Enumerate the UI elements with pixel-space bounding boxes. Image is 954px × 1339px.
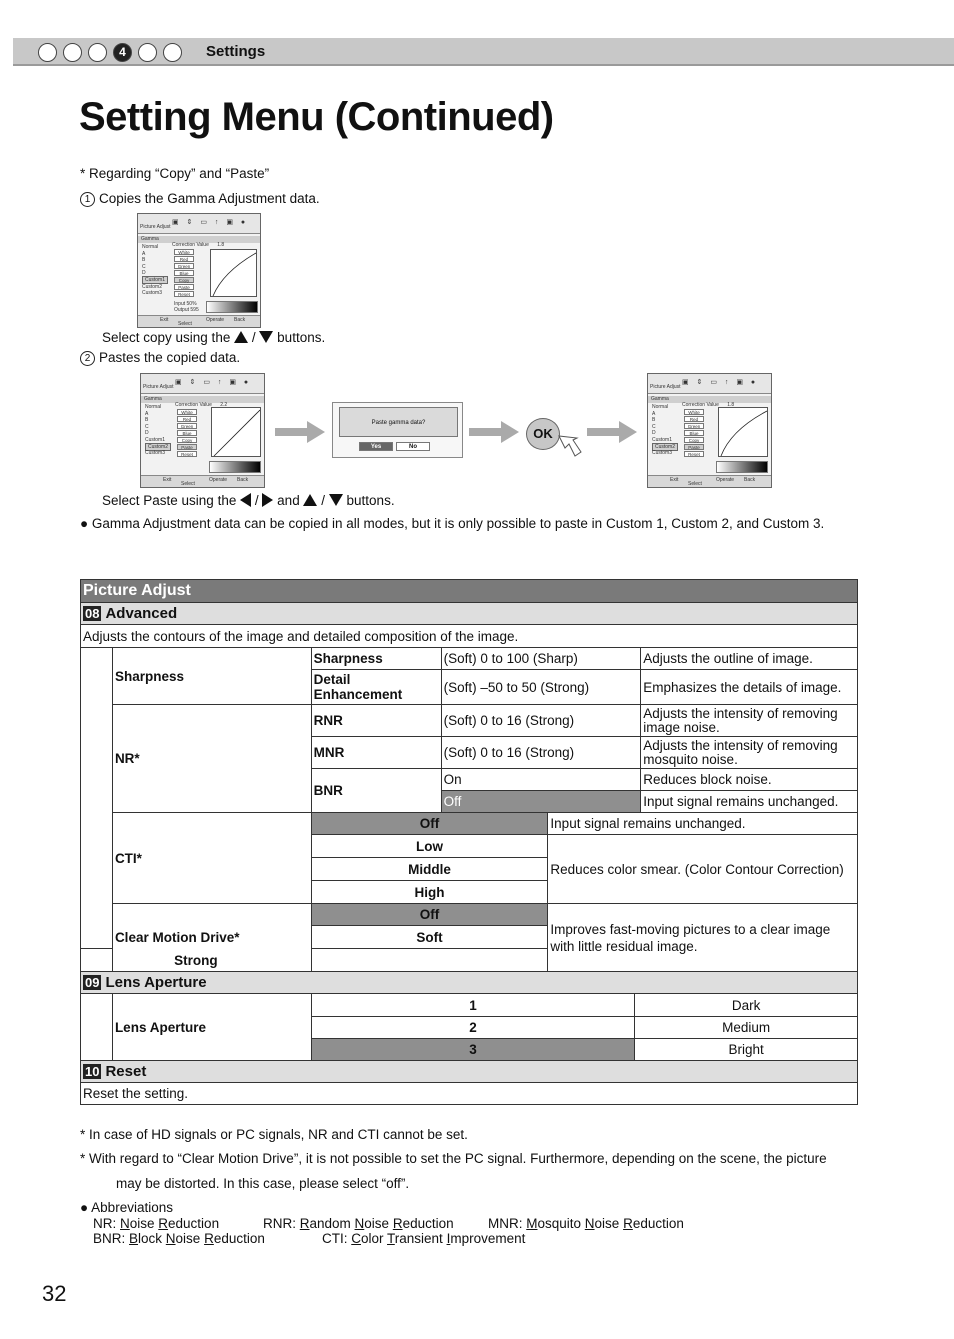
footnote-2a: * With regard to “Clear Motion Drive”, it is not possible to set the PC signal. Furthermore, depending on the scene, the picture (80, 1151, 827, 1166)
item-desc: Input signal remains unchanged. (641, 791, 858, 813)
abbr-nr: NR: Noise Reduction (93, 1216, 220, 1231)
osd-gamma-label: Gamma (138, 236, 260, 243)
section-nav (38, 43, 182, 62)
footnote-2b: may be distorted. In this case, please select “off”. (116, 1176, 410, 1191)
row-label-cti: CTI* (112, 813, 311, 904)
step-number: 2 (80, 351, 95, 366)
down-arrow-icon (329, 494, 343, 506)
option: Strong (81, 949, 312, 972)
section-lens: 09 Lens Aperture (81, 972, 858, 994)
no-button[interactable]: No (396, 442, 430, 451)
hand-pointer-icon (555, 430, 585, 460)
option: 1 (311, 994, 635, 1017)
nav-dot (138, 43, 157, 62)
nav-dot-active: 4 (113, 43, 132, 62)
reset-desc: Reset the setting. (81, 1083, 858, 1105)
item-desc: Adjusts the intensity of removing mosquito noise. (641, 737, 858, 769)
item-desc: Reduces color smear. (Color Contour Correction) (548, 835, 858, 904)
nav-dot (163, 43, 182, 62)
item-desc: Emphasizes the details of image. (641, 670, 858, 705)
step1 (80, 191, 320, 207)
left-arrow-icon (240, 493, 251, 507)
osd-menu-icons: ▣ ⇕ ▭ ↑ ▣ ● (172, 219, 249, 226)
table-title: Picture Adjust (81, 580, 858, 603)
right-arrow-icon (262, 493, 273, 507)
paste-dialog (332, 402, 463, 458)
gamma-note: ● Gamma Adjustment data can be copied in all modes, but it is only possible to paste in Custom 1, Custom 2, and Custom 3. (80, 516, 825, 531)
osd-screen-copy (137, 213, 261, 328)
copy-paste-heading: * Regarding “Copy” and “Paste” (80, 166, 270, 181)
item-desc: Adjusts the outline of image. (641, 648, 858, 670)
item-label: BNR (311, 769, 441, 813)
up-arrow-icon (303, 494, 317, 506)
item-range: (Soft) –50 to 50 (Strong) (441, 670, 641, 705)
option-off-default: Off (311, 813, 548, 835)
item-desc: Reduces block noise. (641, 769, 858, 791)
footnote-1: * In case of HD signals or PC signals, NR and CTI cannot be set. (80, 1127, 468, 1142)
right-arrow-icon (275, 421, 325, 443)
abbr-mnr: MNR: Mosquito Noise Reduction (488, 1216, 684, 1231)
osd-screen-result: Picture Adjust ▣ ⇕ ▭ ↑ ▣ ● Gamma Normal A B C D Custom1 Custom2 Custom3 Correction Value 1.8 White Red Green Blue Copy Paste Reset Exit Select Operate Back (647, 373, 772, 488)
nav-dot (63, 43, 82, 62)
right-arrow-icon (469, 421, 519, 443)
osd-screen-paste: Picture Adjust ▣ ⇕ ▭ ↑ ▣ ● Gamma Normal A B C D Custom1 Custom2 Custom3 Correction Value 2.2 White Red Green Blue Copy Paste Reset Exit Select Operate Back (140, 373, 265, 488)
nav-dot (38, 43, 57, 62)
gradient-bar (206, 301, 258, 313)
abbr-cti: CTI: Color Transient Improvement (322, 1231, 526, 1246)
row-label-nr: NR* (112, 705, 311, 813)
row-label-lens: Lens Aperture (112, 994, 311, 1061)
step-number: 1 (80, 192, 95, 207)
option-desc: Dark (635, 994, 858, 1017)
option-desc: Bright (635, 1039, 858, 1061)
abbr-bnr: BNR: Block Noise Reduction (93, 1231, 265, 1246)
yes-button[interactable]: Yes (359, 442, 393, 451)
option: Soft (311, 926, 548, 949)
gamma-curve (211, 407, 261, 457)
step2 (80, 350, 240, 366)
page-title: Setting Menu (Continued) (79, 95, 554, 139)
option: High (311, 881, 548, 904)
item-label: Detail Enhancement (311, 670, 441, 705)
osd-mode-list: Normal A B C D Custom1 Custom2 Custom3 (142, 244, 168, 297)
option-off-default: Off (311, 904, 548, 926)
option: Middle (311, 858, 548, 881)
gamma-curve (210, 249, 257, 297)
gradient-bar (716, 461, 768, 473)
osd-buttons: White Red Green Blue Copy Paste Reset (174, 249, 194, 297)
indent-cell (81, 648, 113, 949)
gradient-bar (209, 461, 261, 473)
osd-footer: Exit Select Operate Back (138, 315, 260, 327)
item-desc: Adjusts the intensity of removing image noise. (641, 705, 858, 737)
picture-adjust-table (80, 579, 858, 1105)
osd-input-output: Input 50% Output 595 (174, 301, 199, 313)
section-reset: 10 Reset (81, 1061, 858, 1083)
abbreviations-heading: ● Abbreviations (80, 1200, 173, 1215)
step1-select-instruction: Select copy using the / buttons. (102, 330, 326, 345)
option-on: On (441, 769, 641, 791)
indent-cell (81, 994, 113, 1061)
step2-text: Pastes the copied data. (99, 350, 241, 365)
osd-tab-label: Picture Adjust (140, 224, 171, 230)
advanced-desc: Adjusts the contours of the image and detailed composition of the image. (81, 625, 858, 648)
step2-select-instruction: Select Paste using the / and / buttons. (102, 493, 395, 508)
row-label-cmd: Clear Motion Drive* (112, 904, 311, 972)
item-label: RNR (311, 705, 441, 737)
item-range: (Soft) 0 to 100 (Sharp) (441, 648, 641, 670)
item-desc: Input signal remains unchanged. (548, 813, 858, 835)
right-arrow-icon (587, 421, 637, 443)
option: 2 (311, 1017, 635, 1039)
section-advanced: 08 Advanced (81, 603, 858, 625)
option-default: 3 (311, 1039, 635, 1061)
item-range: (Soft) 0 to 16 (Strong) (441, 737, 641, 769)
option: Low (311, 835, 548, 858)
item-label: Sharpness (311, 648, 441, 670)
item-label: MNR (311, 737, 441, 769)
gamma-curve (718, 407, 768, 457)
step1-text: Copies the Gamma Adjustment data. (99, 191, 320, 206)
option-desc: Medium (635, 1017, 858, 1039)
option-off-default: Off (441, 791, 641, 813)
nav-dot (88, 43, 107, 62)
ok-button[interactable]: OK (526, 418, 560, 450)
row-label-sharpness: Sharpness (112, 648, 311, 705)
dialog-question: Paste gamma data? (339, 407, 458, 437)
down-arrow-icon (259, 331, 273, 343)
item-range: (Soft) 0 to 16 (Strong) (441, 705, 641, 737)
up-arrow-icon (234, 331, 248, 343)
item-desc: Improves fast-moving pictures to a clear image with little residual image. (548, 904, 858, 972)
section-label: Settings (206, 43, 266, 60)
page-number: 32 (42, 1281, 67, 1306)
osd-correction-value: Correction Value 1.8 (172, 242, 225, 248)
abbr-rnr: RNR: Random Noise Reduction (263, 1216, 454, 1231)
